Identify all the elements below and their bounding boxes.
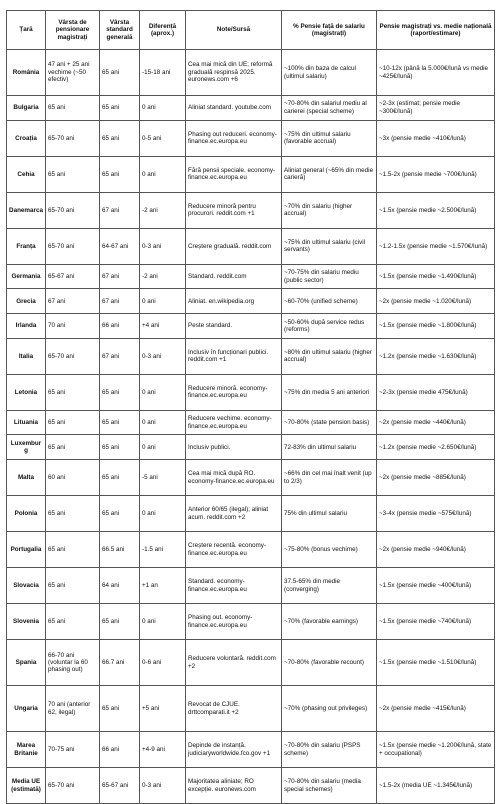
cell-country: Franța: [7, 228, 46, 264]
header-pension-ratio: Pensie magistrați vs. medie națională (raport/estimare): [377, 11, 495, 50]
cell-pension-ratio: ~1.5x (pensie medie ~1.490€/lună): [377, 264, 495, 289]
cell-magistrate-age: 65 ani: [46, 410, 100, 435]
cell-standard-age: 66 ani: [100, 732, 140, 768]
cell-country: Germania: [7, 264, 46, 289]
cell-magistrate-age: 65-70 ani: [46, 228, 100, 264]
cell-note-source: Creștere graduală. reddit.com: [186, 228, 282, 264]
table-row: [7, 50, 495, 96]
table-row: [7, 532, 495, 568]
cell-standard-age: 65 ani: [100, 96, 140, 121]
cell-difference: 0 ani: [140, 96, 186, 121]
cell-magistrate-age: 66-70 ani (voluntar la 60 phasing out): [46, 640, 100, 686]
cell-magistrate-age: 70 ani (anterior 62, ilegal): [46, 686, 100, 732]
cell-note-source: Inclusiv în funcționari publici. reddit.com +1: [186, 338, 282, 374]
cell-note-source: Depinde de instanță. judiciaryworldwide.fco.gov +1: [186, 732, 282, 768]
cell-country: Letonia: [7, 374, 46, 410]
table-row: [7, 228, 495, 264]
cell-note-source: Majoritatea aliniate; RO excepție. euronews.com: [186, 768, 282, 804]
cell-note-source: Creștere recentă. economy-finance.ec.europa.eu: [186, 532, 282, 568]
table-body: [7, 50, 495, 804]
cell-magistrate-age: 65-70 ani: [46, 768, 100, 804]
cell-note-source: Peste standard.: [186, 314, 282, 339]
header-notes-source: Note/Sursă: [186, 11, 282, 50]
cell-note-source: Standard. economy-finance.ec.europa.eu: [186, 568, 282, 604]
header-country: Țară: [7, 11, 46, 50]
cell-country: Danemarca: [7, 192, 46, 228]
table-row: [7, 496, 495, 532]
cell-pension-percent: ~70% (favorable earnings): [282, 604, 377, 640]
cell-country: Media UE (estimată): [7, 768, 46, 804]
cell-standard-age: 67 ani: [100, 192, 140, 228]
cell-pension-ratio: ~1.5-2x (media UE ~1.345€/lună): [377, 768, 495, 804]
table-row: [7, 640, 495, 686]
cell-country: Lituania: [7, 410, 46, 435]
cell-country: Malta: [7, 460, 46, 496]
cell-pension-percent: ~70-75% din salariu mediu (public sector): [282, 264, 377, 289]
cell-difference: 0-3 ani: [140, 768, 186, 804]
cell-pension-ratio: ~2x (pensie medie ~415€/lună): [377, 686, 495, 732]
cell-difference: +5 ani: [140, 686, 186, 732]
cell-note-source: Aliniat. en.wikipedia.org: [186, 289, 282, 314]
table-row: [7, 686, 495, 732]
cell-pension-percent: ~75% din media 5 ani anteriori: [282, 374, 377, 410]
table-row: [7, 264, 495, 289]
cell-pension-percent: ~80% din ultimul salariu (higher accrual): [282, 338, 377, 374]
table-row: [7, 604, 495, 640]
cell-difference: 0 ani: [140, 156, 186, 192]
header-pension-percent: % Pensie față de salariu (magistrați): [282, 11, 377, 50]
cell-difference: 0 ani: [140, 435, 186, 460]
cell-country: România: [7, 50, 46, 96]
cell-difference: -15-18 ani: [140, 50, 186, 96]
cell-magistrate-age: 65 ani: [46, 96, 100, 121]
cell-magistrate-age: 65 ani: [46, 568, 100, 604]
cell-pension-percent: ~50-60% după service redus (reforms): [282, 314, 377, 339]
cell-pension-ratio: ~1.5x (pensie medie ~1.800€/lună): [377, 314, 495, 339]
cell-pension-percent: ~70-80% din salariu (media special schemes): [282, 768, 377, 804]
cell-note-source: Aliniat standard. youtube.com: [186, 96, 282, 121]
pension-comparison-table: [6, 10, 495, 804]
cell-difference: 0 ani: [140, 604, 186, 640]
cell-magistrate-age: 60 ani: [46, 460, 100, 496]
cell-pension-ratio: ~1.5-2x (pensie medie ~700€/lună): [377, 156, 495, 192]
cell-note-source: Inclusiv publici.: [186, 435, 282, 460]
cell-note-source: Revocat de CJUE. drttcomparati.it +2: [186, 686, 282, 732]
table-row: [7, 156, 495, 192]
cell-note-source: Reducere voluntară. reddit.com +2: [186, 640, 282, 686]
cell-pension-ratio: ~2-3x (estimat; pensie medie ~300€/lună): [377, 96, 495, 121]
cell-standard-age: 67 ani: [100, 264, 140, 289]
table-row: [7, 768, 495, 804]
cell-pension-ratio: ~3-4x (pensie medie ~575€/lună): [377, 496, 495, 532]
cell-pension-percent: ~100% din baza de calcul (ultimul salariu): [282, 50, 377, 96]
table-row: [7, 289, 495, 314]
table-row: [7, 374, 495, 410]
cell-country: Luxemburg: [7, 435, 46, 460]
cell-difference: 0-3 ani: [140, 338, 186, 374]
table-row: [7, 96, 495, 121]
cell-standard-age: 66 ani: [100, 314, 140, 339]
cell-difference: -1.5 ani: [140, 532, 186, 568]
cell-pension-percent: ~70% din salariu (higher accrual): [282, 192, 377, 228]
table-row: [7, 314, 495, 339]
table-row: [7, 460, 495, 496]
cell-pension-percent: ~75-80% (bonus vechime): [282, 532, 377, 568]
cell-pension-percent: ~75% din ultimul salariu (civil servants): [282, 228, 377, 264]
cell-magistrate-age: 67 ani: [46, 289, 100, 314]
cell-pension-ratio: ~2-3x (pensie medie 475€/lună): [377, 374, 495, 410]
cell-pension-ratio: ~1.5x (pensie medie ~740€/lună): [377, 604, 495, 640]
cell-country: Slovenia: [7, 604, 46, 640]
cell-magistrate-age: 65-70 ani: [46, 192, 100, 228]
table-header: [7, 11, 495, 50]
cell-magistrate-age: 47 ani + 25 ani vechime (~50 efectiv): [46, 50, 100, 96]
table-row: [7, 568, 495, 604]
cell-country: Slovacia: [7, 568, 46, 604]
table-row: [7, 192, 495, 228]
cell-note-source: Anterior 60/65 (ilegal); aliniat acum. reddit.com +2: [186, 496, 282, 532]
cell-standard-age: 65 ani: [100, 374, 140, 410]
cell-note-source: Cea mai mică după RO. economy-finance.ec.europa.eu: [186, 460, 282, 496]
cell-magistrate-age: 65-70 ani: [46, 338, 100, 374]
cell-standard-age: 67 ani: [100, 338, 140, 374]
cell-pension-percent: ~70-80% (state pension basis): [282, 410, 377, 435]
cell-magistrate-age: 70 ani: [46, 314, 100, 339]
cell-standard-age: 64 ani: [100, 568, 140, 604]
cell-difference: +1 an: [140, 568, 186, 604]
cell-country: Cehia: [7, 156, 46, 192]
cell-standard-age: 65 ani: [100, 410, 140, 435]
table-row: [7, 732, 495, 768]
header-difference: Diferență (aprox.): [140, 11, 186, 50]
cell-country: Polonia: [7, 496, 46, 532]
cell-standard-age: 65 ani: [100, 435, 140, 460]
cell-standard-age: 64-67 ani: [100, 228, 140, 264]
cell-pension-ratio: ~1.2-1.5x (pensie medie ~1.570€/lună): [377, 228, 495, 264]
cell-country: Marea Britanie: [7, 732, 46, 768]
cell-pension-ratio: ~3x (pensie medie ~410€/lună): [377, 120, 495, 156]
cell-country: Croația: [7, 120, 46, 156]
cell-pension-ratio: ~2x (pensie medie ~940€/lună): [377, 532, 495, 568]
cell-country: Italia: [7, 338, 46, 374]
cell-pension-percent: 75% din ultimul salariu: [282, 496, 377, 532]
cell-pension-percent: 72-83% din ultimul salariu: [282, 435, 377, 460]
cell-pension-percent: ~70% (phasing out privileges): [282, 686, 377, 732]
cell-note-source: Reducere minoră pentru procurori. reddit.com +1: [186, 192, 282, 228]
cell-difference: -2 ani: [140, 264, 186, 289]
cell-difference: 0 ani: [140, 374, 186, 410]
cell-pension-ratio: ~2x (pensie medie ~1.020€/lună): [377, 289, 495, 314]
table-row: [7, 338, 495, 374]
cell-pension-ratio: ~1.2x (pensie medie ~1.630€/lună): [377, 338, 495, 374]
cell-magistrate-age: 65 ani: [46, 374, 100, 410]
cell-pension-percent: ~70-80% (favorable recount): [282, 640, 377, 686]
cell-pension-ratio: ~2x (pensie medie ~885€/lună): [377, 460, 495, 496]
cell-pension-ratio: ~1.5x (pensie medie ~1.510€/lună): [377, 640, 495, 686]
cell-note-source: Phasing out reduceri. economy-finance.ec.europa.eu: [186, 120, 282, 156]
cell-difference: +4-9 ani: [140, 732, 186, 768]
cell-standard-age: 65 ani: [100, 496, 140, 532]
cell-pension-percent: ~75% din ultimul salariu (favorable accrual): [282, 120, 377, 156]
cell-standard-age: 66.7 ani: [100, 640, 140, 686]
cell-standard-age: 66.5 ani: [100, 532, 140, 568]
cell-country: Spania: [7, 640, 46, 686]
cell-difference: 0-3 ani: [140, 228, 186, 264]
cell-note-source: Standard. reddit.com: [186, 264, 282, 289]
cell-magistrate-age: 65-67 ani: [46, 264, 100, 289]
cell-country: Bulgaria: [7, 96, 46, 121]
cell-standard-age: 65 ani: [100, 156, 140, 192]
cell-difference: 0-5 ani: [140, 120, 186, 156]
header-row: [7, 11, 495, 50]
cell-magistrate-age: 65 ani: [46, 156, 100, 192]
table-row: [7, 120, 495, 156]
cell-pension-percent: ~70-80% din salariul mediu al carierei (special scheme): [282, 96, 377, 121]
cell-magistrate-age: 70-75 ani: [46, 732, 100, 768]
cell-country: Portugalia: [7, 532, 46, 568]
header-magistrate-age: Vârsta de pensionare magistrați: [46, 11, 100, 50]
cell-difference: -2 ani: [140, 192, 186, 228]
cell-pension-percent: ~66% din cel mai înalt venit (up to 2/3): [282, 460, 377, 496]
cell-pension-ratio: ~10-12x (până la 5.000€/lună vs medie ~425€/lună): [377, 50, 495, 96]
cell-magistrate-age: 65 ani: [46, 532, 100, 568]
cell-pension-percent: Aliniat general (~65% din medie carieră): [282, 156, 377, 192]
cell-country: Irlanda: [7, 314, 46, 339]
cell-magistrate-age: 65 ani: [46, 604, 100, 640]
cell-standard-age: 65 ani: [100, 50, 140, 96]
cell-pension-ratio: ~1.5x (pensie medie ~400€/lună): [377, 568, 495, 604]
cell-pension-ratio: ~2x (pensie medie ~440€/lună): [377, 410, 495, 435]
cell-note-source: Reducere vechime. economy-finance.ec.europa.eu: [186, 410, 282, 435]
header-standard-age: Vârsta standard generală: [100, 11, 140, 50]
cell-standard-age: 65 ani: [100, 686, 140, 732]
cell-pension-ratio: ~1.5x (pensie medie ~2.500€/lună): [377, 192, 495, 228]
cell-standard-age: 67 ani: [100, 289, 140, 314]
cell-standard-age: 65 ani: [100, 120, 140, 156]
cell-standard-age: 65 ani: [100, 460, 140, 496]
cell-difference: +4 ani: [140, 314, 186, 339]
cell-note-source: Phasing out. economy-finance.ec.europa.eu: [186, 604, 282, 640]
cell-difference: 0 ani: [140, 410, 186, 435]
cell-magistrate-age: 65 ani: [46, 496, 100, 532]
cell-pension-percent: ~70-80% din salariu (PSPS scheme): [282, 732, 377, 768]
cell-pension-percent: ~60-70% (unified scheme): [282, 289, 377, 314]
cell-magistrate-age: 65 ani: [46, 435, 100, 460]
cell-difference: 0 ani: [140, 496, 186, 532]
cell-note-source: Fără pensii speciale. economy-finance.ec.europa.eu: [186, 156, 282, 192]
cell-standard-age: 65 ani: [100, 604, 140, 640]
cell-pension-ratio: ~1.5x (pensie medie ~1.200€/lună, state + occupational): [377, 732, 495, 768]
cell-difference: 0-6 ani: [140, 640, 186, 686]
cell-magistrate-age: 65-70 ani: [46, 120, 100, 156]
table-row: [7, 410, 495, 435]
cell-pension-percent: 37.5-65% din medie (converging): [282, 568, 377, 604]
cell-difference: 0 ani: [140, 289, 186, 314]
cell-standard-age: 65-67 ani: [100, 768, 140, 804]
cell-country: Ungaria: [7, 686, 46, 732]
cell-note-source: Cea mai mică din UE; reformă graduală respinsă 2025. euronews.com +6: [186, 50, 282, 96]
cell-pension-ratio: ~1.2x (pensie medie ~2.650€/lună): [377, 435, 495, 460]
cell-note-source: Reducere minoră. economy-finance.ec.europa.eu: [186, 374, 282, 410]
table-row: [7, 435, 495, 460]
cell-difference: -5 ani: [140, 460, 186, 496]
cell-country: Grecia: [7, 289, 46, 314]
